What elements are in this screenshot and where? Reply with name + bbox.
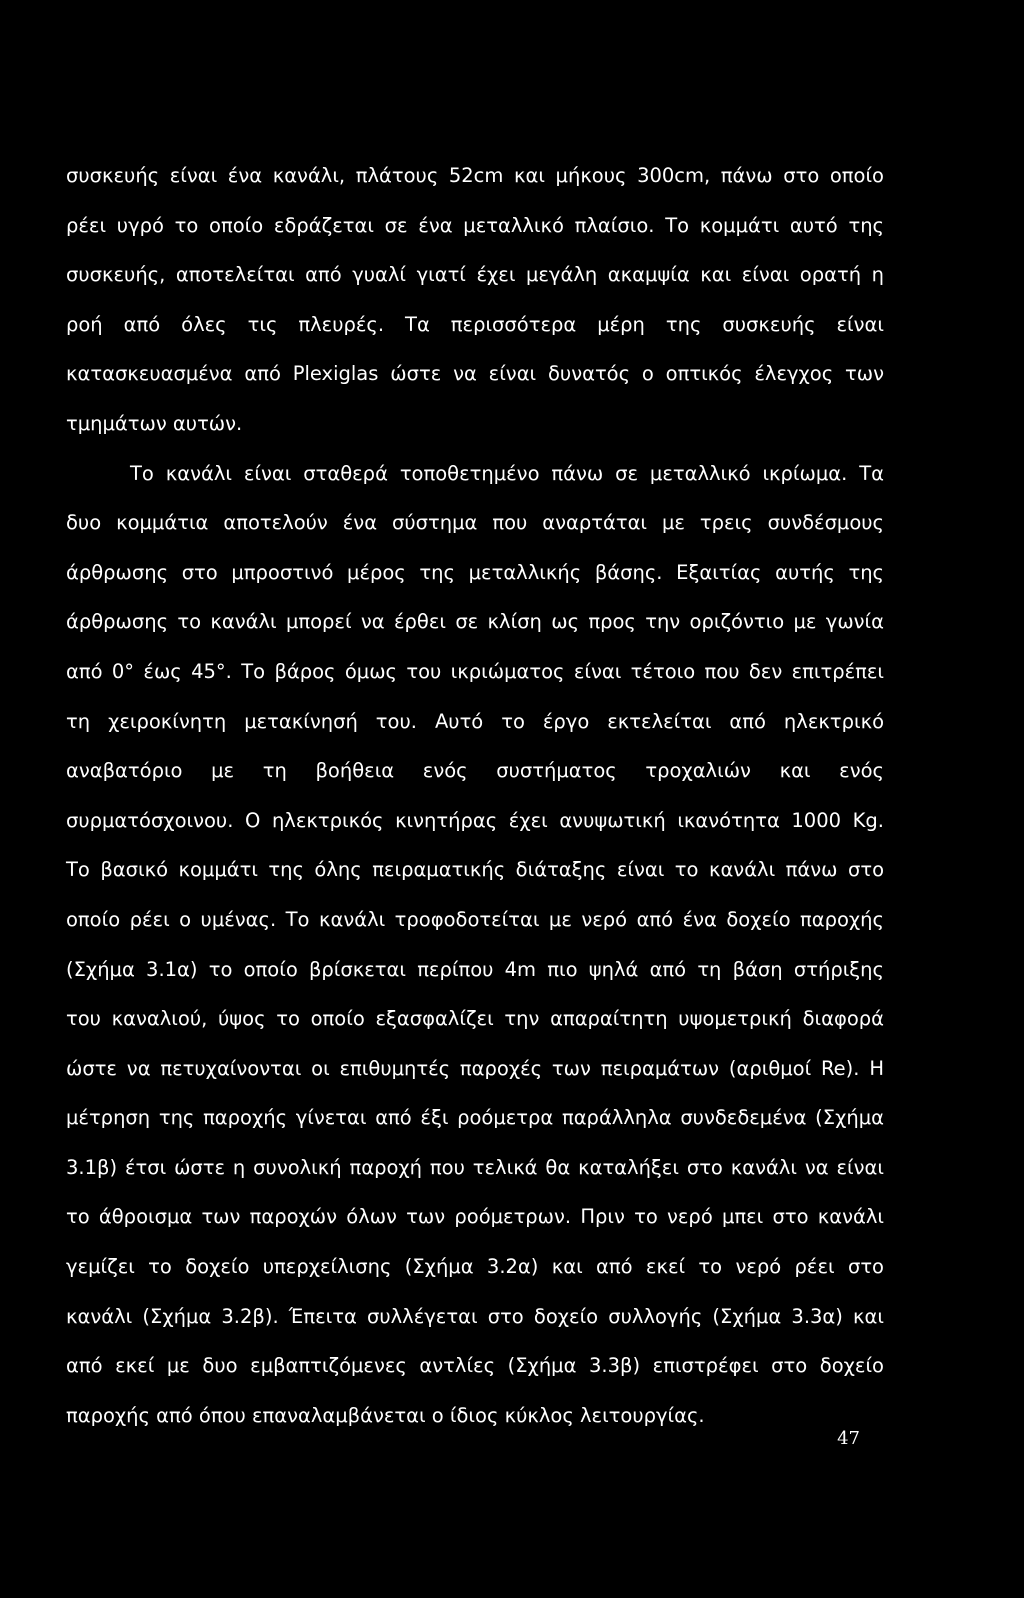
text-line: μέτρηση της παροχής γίνεται από έξι ροόμετρα παράλληλα συνδεδεμένα (Σχήμα (66, 1106, 884, 1130)
text-line: του καναλιού, ύψος το οποίο εξασφαλίζει την απαραίτητη υψομετρική διαφορά (66, 1007, 884, 1031)
text-line: 3.1β) έτσι ώστε η συνολική παροχή που τελικά θα καταλήξει στο κανάλι να είναι (66, 1155, 884, 1179)
text-line: δυο κομμάτια αποτελούν ένα σύστημα που αναρτάται με τρεις συνδέσμους (66, 511, 884, 535)
text-line: από εκεί με δυο εμβαπτιζόμενες αντλίες (Σχήμα 3.3β) επιστρέφει στο δοχείο (66, 1354, 884, 1378)
page-number: 47 (837, 1428, 860, 1449)
text-line: γεμίζει το δοχείο υπερχείλισης (Σχήμα 3.2α) και από εκεί το νερό ρέει στο (66, 1255, 884, 1279)
text-line: άρθρωσης το κανάλι μπορεί να έρθει σε κλίση ως προς την οριζόντιο με γωνία (66, 610, 884, 634)
text-line: παροχής από όπου επαναλαμβάνεται ο ίδιος κύκλος λειτουργίας. (66, 1403, 705, 1427)
text-line: (Σχήμα 3.1α) το οποίο βρίσκεται περίπου 4m πιο ψηλά από τη βάση στήριξης (66, 957, 884, 981)
text-line: οποίο ρέει ο υμένας. Το κανάλι τροφοδοτείται με νερό από ένα δοχείο παροχής (66, 907, 884, 931)
text-line: τμημάτων αυτών. (66, 411, 243, 435)
text-line: Το βασικό κομμάτι της όλης πειραματικής διάταξης είναι το κανάλι πάνω στο (66, 858, 884, 882)
text-line: άρθρωσης στο μπροστινό μέρος της μεταλλικής βάσης. Εξαιτίας αυτής της (66, 560, 884, 584)
text-line: τη χειροκίνητη μετακίνησή του. Αυτό το έργο εκτελείται από ηλεκτρικό (66, 709, 884, 733)
text-line: συσκευής, αποτελείται από γυαλί γιατί έχει μεγάλη ακαμψία και είναι ορατή η (66, 263, 884, 287)
body-text (66, 151, 884, 1440)
text-line: αναβατόριο με τη βοήθεια ενός συστήματος τροχαλιών και ενός (66, 759, 884, 783)
text-line: από 0° έως 45°. Το βάρος όμως του ικριώματος είναι τέτοιο που δεν επιτρέπει (66, 659, 884, 683)
text-line: το άθροισμα των παροχών όλων των ροόμετρων. Πριν το νερό μπει στο κανάλι (66, 1205, 884, 1229)
text-line: κανάλι (Σχήμα 3.2β). Έπειτα συλλέγεται στο δοχείο συλλογής (Σχήμα 3.3α) και (66, 1304, 884, 1328)
text-line: ροή από όλες τις πλευρές. Τα περισσότερα μέρη της συσκευής είναι (66, 312, 884, 336)
text-line: ρέει υγρό το οποίο εδράζεται σε ένα μεταλλικό πλαίσιο. Το κομμάτι αυτό της (66, 213, 884, 237)
text-line: συσκευής είναι ένα κανάλι, πλάτους 52cm και μήκους 300cm, πάνω στο οποίο (66, 164, 884, 187)
text-line: Το κανάλι είναι σταθερά τοποθετημένο πάνω σε μεταλλικό ικρίωμα. Τα (130, 461, 884, 485)
text-line: κατασκευασμένα από Plexiglas ώστε να είναι δυνατός ο οπτικός έλεγχος των (66, 362, 884, 386)
text-line: συρματόσχοινου. Ο ηλεκτρικός κινητήρας έχει ανυψωτική ικανότητα 1000 Kg. (66, 808, 884, 832)
text-line: ώστε να πετυχαίνονται οι επιθυμητές παροχές των πειραμάτων (αριθμοί Re). Η (66, 1056, 884, 1080)
